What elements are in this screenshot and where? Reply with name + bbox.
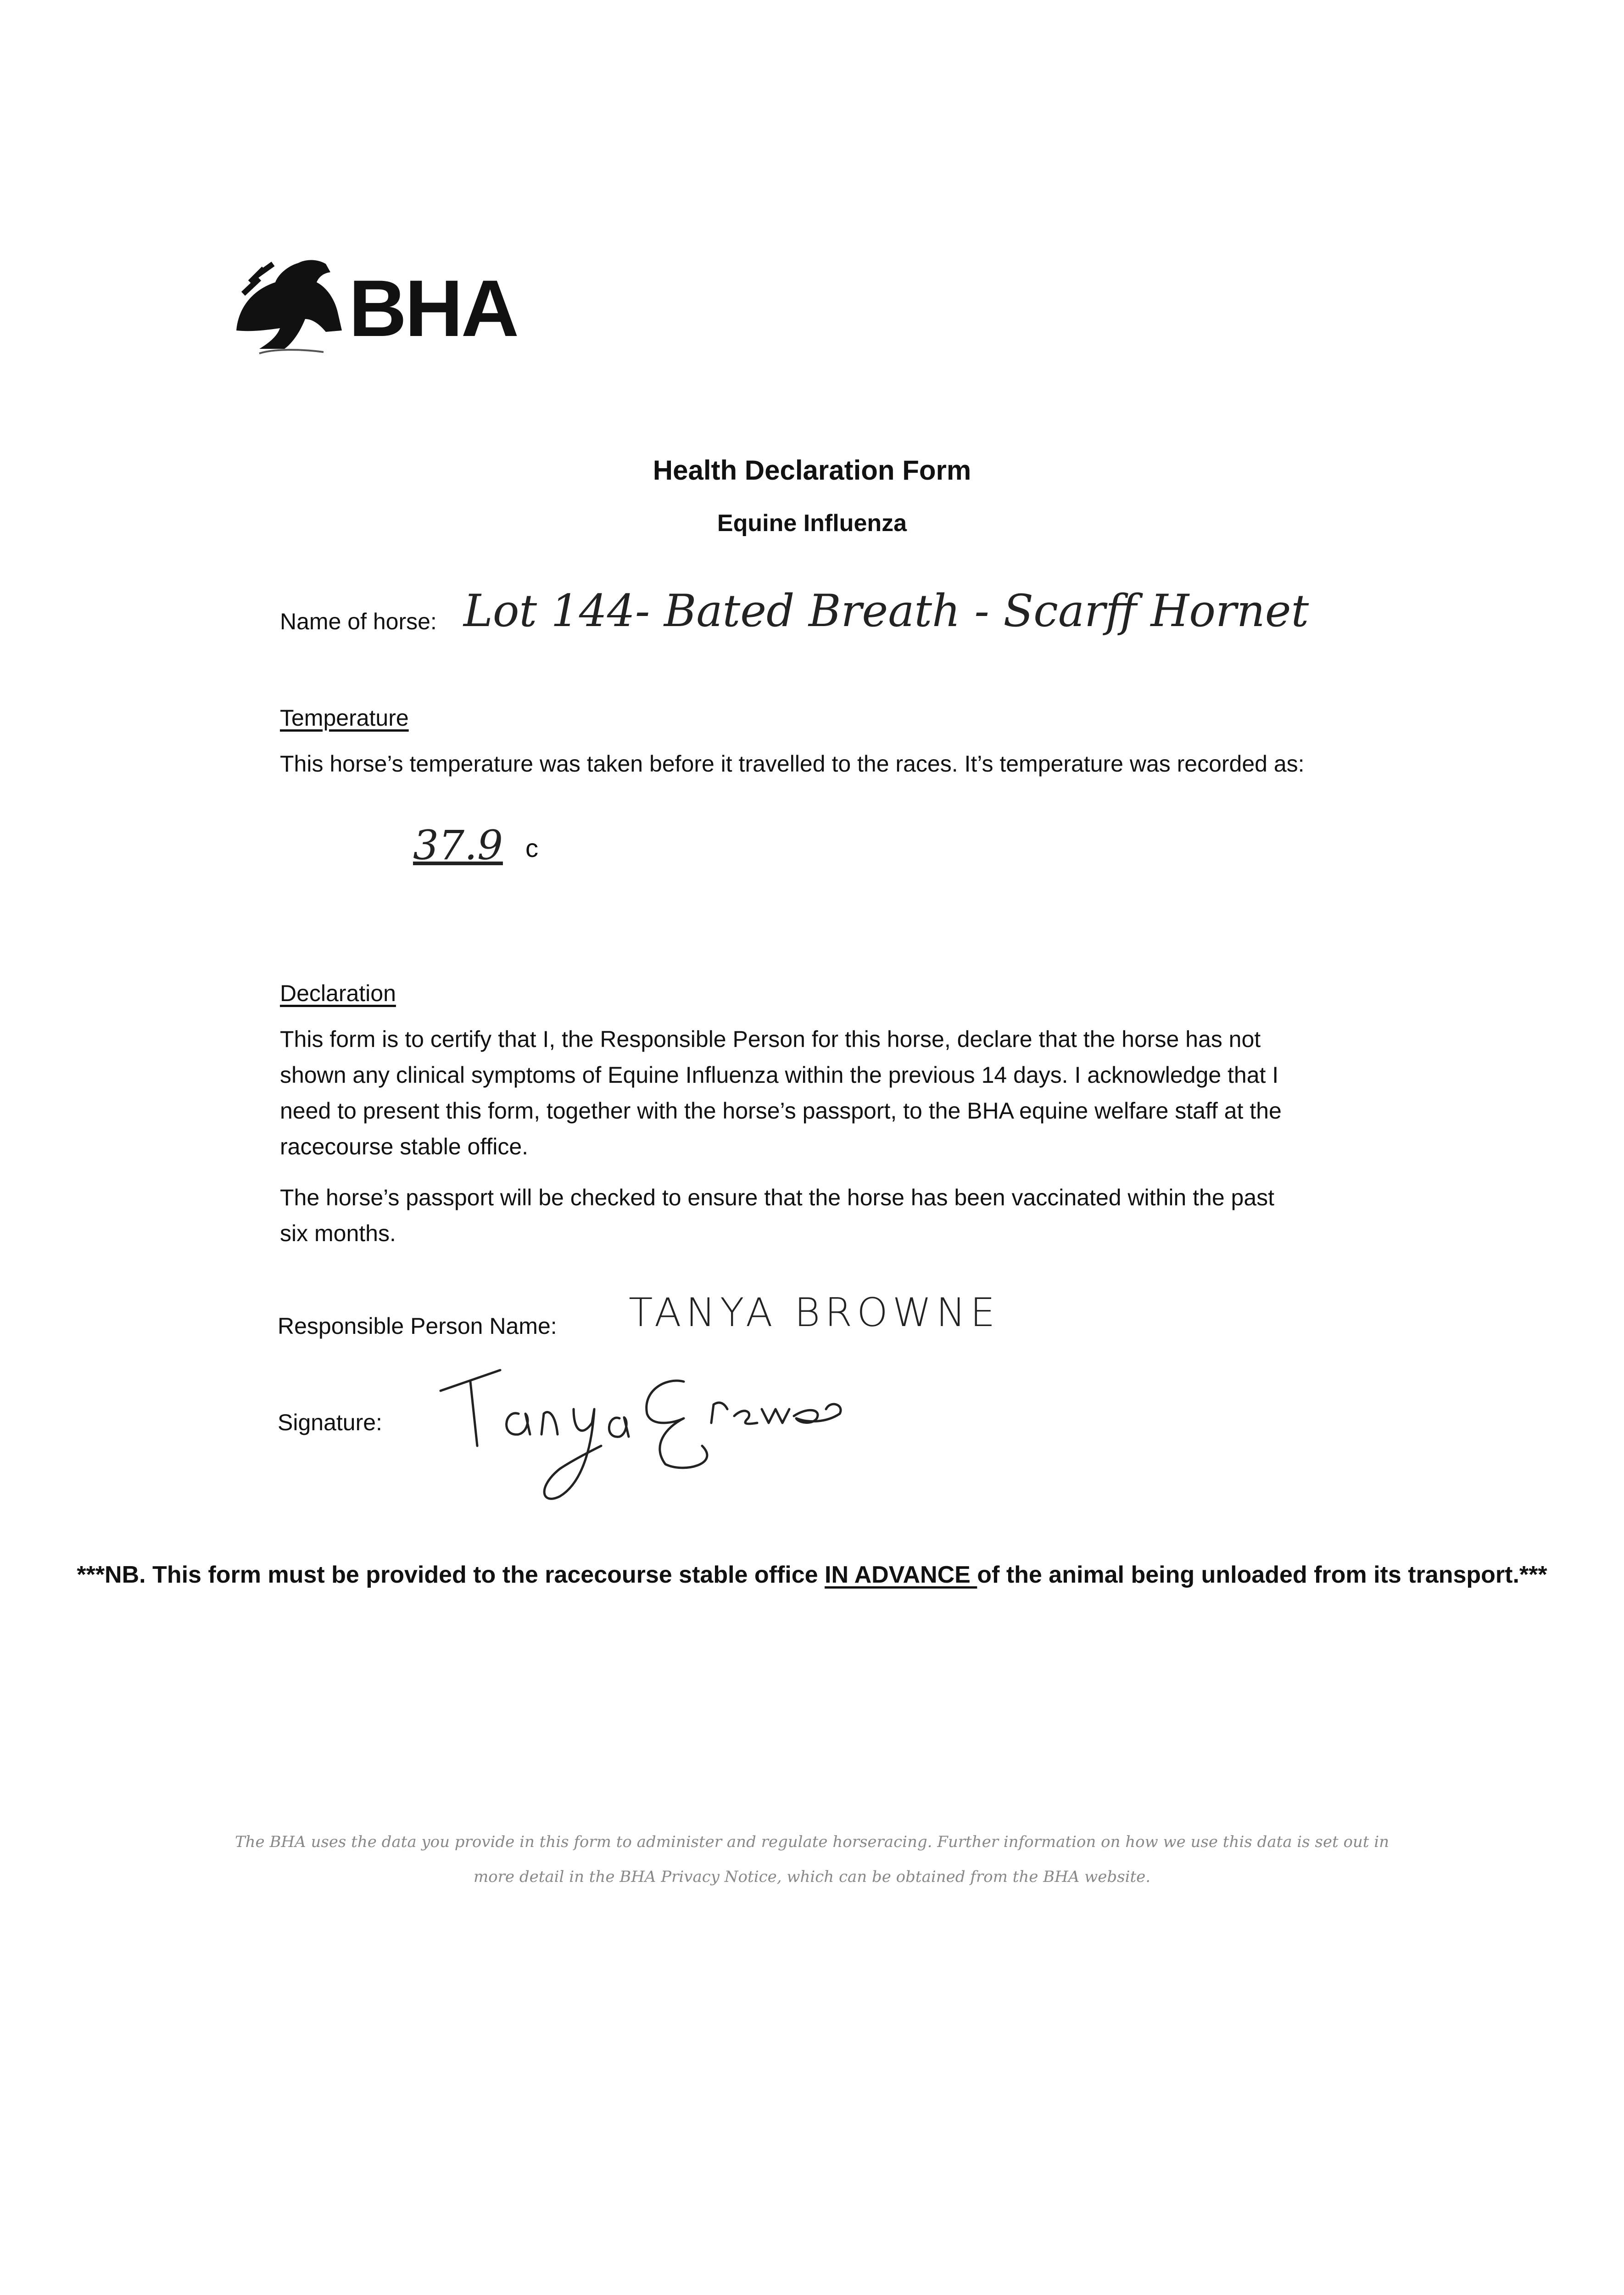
declaration-paragraph-1: This form is to certify that I, the Responsible Person for this horse, declare that the horse has not shown any clinical symptoms of Equine Influenza within the previous 14 days. I acknowledge that I need to present this form, together with the horse’s passport, to the BHA equine welfare staff at the racecourse stable office. <box>280 1026 1282 1159</box>
horse-head-icon <box>232 250 346 365</box>
notice-emphasis: IN ADVANCE <box>825 1562 977 1588</box>
notice-text-before: ***NB. This form must be provided to the racecourse stable office <box>77 1562 825 1588</box>
advance-notice <box>0 1556 1624 1594</box>
responsible-person-label: Responsible Person Name: <box>278 1313 557 1339</box>
signature-label: Signature: <box>278 1410 382 1435</box>
temperature-text: This horse’s temperature was taken before it travelled to the races. It’s temperature was recorded as: <box>280 751 1305 777</box>
horse-name-value: Lot 144- Bated Breath - Scarff Hornet <box>463 585 1309 637</box>
handwritten-signature <box>427 1354 932 1528</box>
temperature-heading: Temperature <box>280 705 409 731</box>
responsible-person-value: TANYA BROWNE <box>629 1290 1000 1336</box>
temperature-unit: c <box>525 834 538 862</box>
declaration-heading: Declaration <box>280 980 396 1006</box>
declaration-paragraph-2: The horse’s passport will be checked to ensure that the horse has been vaccinated within the past six months. <box>280 1185 1275 1246</box>
form-title: Health Declaration Form <box>653 455 971 486</box>
privacy-footer: The BHA uses the data you provide in this form to administer and regulate horseracing. Further information on how we use this data is set out in more detail in the BHA Privacy Notice, which can be obtained from the BHA website. <box>234 1833 1390 1886</box>
signature-image <box>427 1354 932 1528</box>
notice-text-after: of the animal being unloaded from its transport.*** <box>977 1562 1547 1588</box>
logo-wordmark: BHA <box>349 264 518 353</box>
form-subtitle: Equine Influenza <box>717 510 907 537</box>
temperature-value: 37.9 <box>413 822 503 869</box>
horse-name-label: Name of horse: <box>280 609 437 634</box>
bha-logo <box>232 250 525 365</box>
